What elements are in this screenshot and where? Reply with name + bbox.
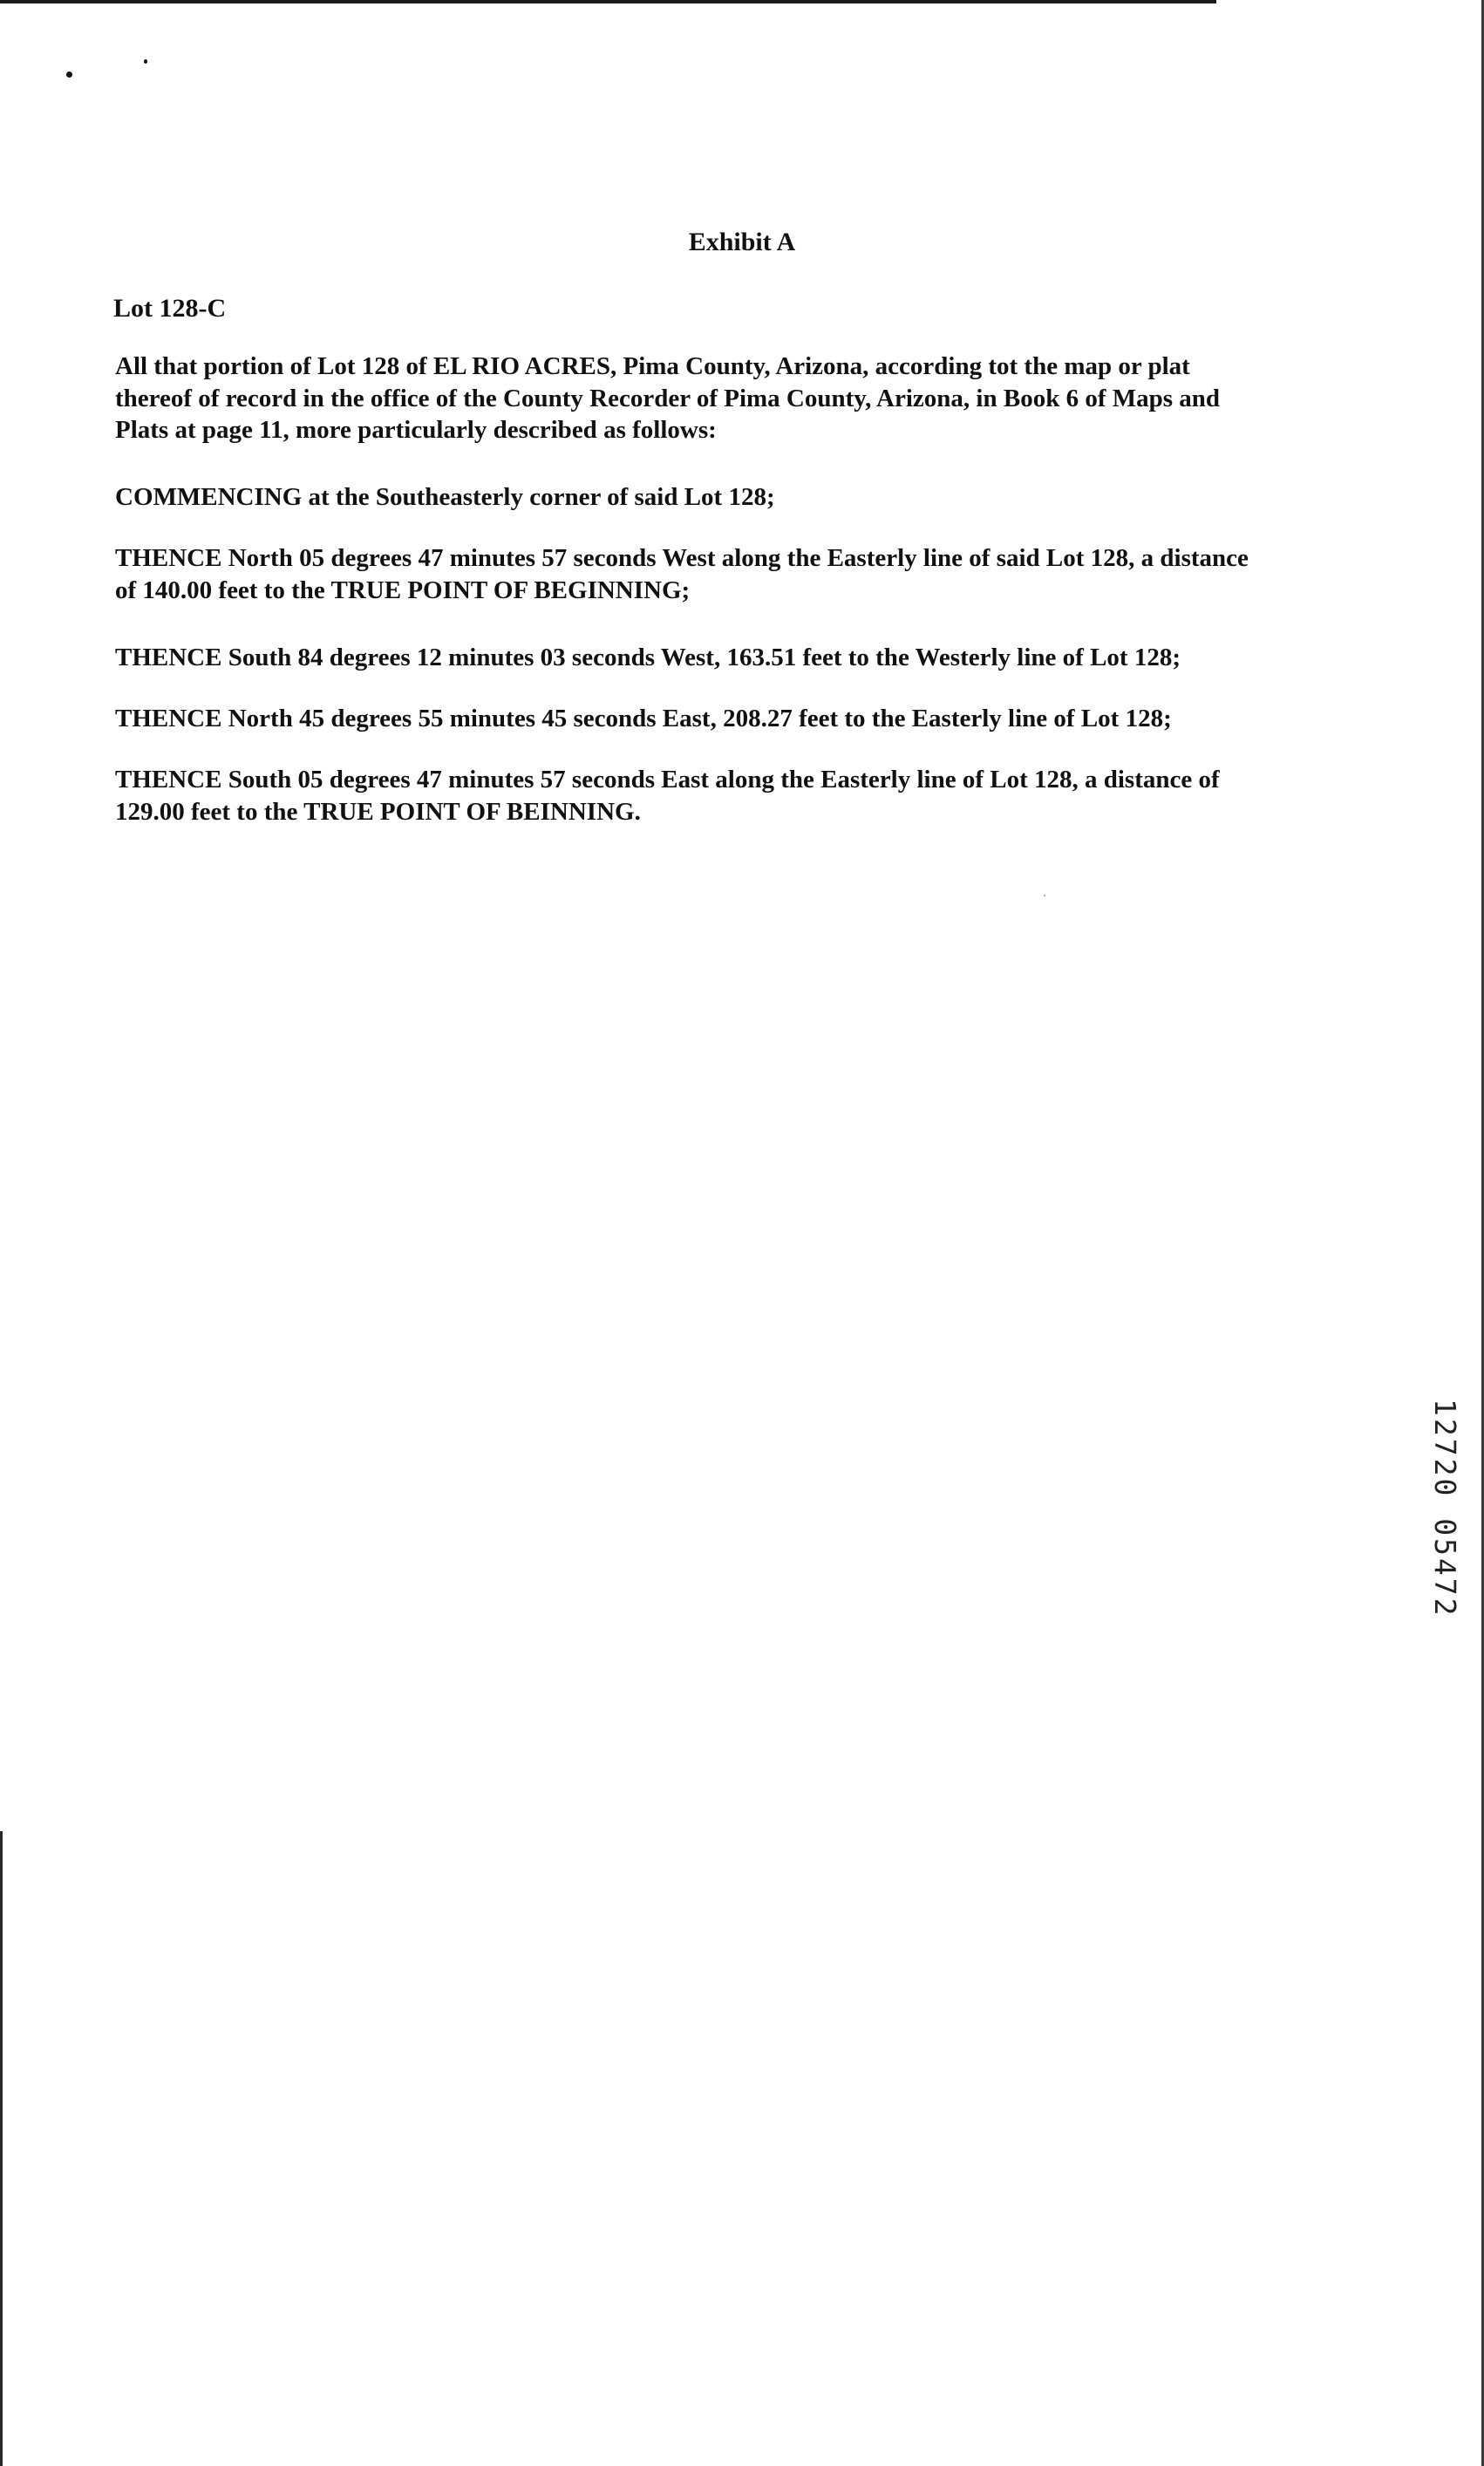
text-line: THENCE South 05 degrees 47 minutes 57 seconds East along the Easterly line of Lot 128, a distance of — [115, 766, 1220, 794]
lot-label: Lot 128-C — [113, 294, 227, 323]
recording-number-text: 12720 05472 — [1428, 1399, 1462, 1618]
thence-paragraph-2 — [115, 642, 1336, 674]
text-line: Plats at page 11, more particularly described as follows: — [115, 416, 717, 444]
recording-number-stamp — [1430, 1399, 1460, 1643]
thence-paragraph-3 — [115, 703, 1336, 735]
text-line: THENCE North 45 degrees 55 minutes 45 seconds East, 208.27 feet to the Easterly line of Lot 128; — [115, 705, 1172, 732]
text-line: All that portion of Lot 128 of EL RIO ACRES, Pima County, Arizona, according tot the map or plat — [115, 352, 1190, 380]
commencing-paragraph — [115, 481, 1336, 514]
text-line: THENCE South 84 degrees 12 minutes 03 seconds West, 163.51 feet to the Westerly line of Lot 128; — [115, 644, 1181, 671]
text-line: 129.00 feet to the TRUE POINT OF BEINNING. — [115, 797, 641, 826]
scan-speck — [1044, 895, 1045, 896]
scan-speck — [144, 59, 147, 64]
text-line: COMMENCING at the Southeasterly corner of said Lot 128; — [115, 483, 775, 511]
text-line: thereof of record in the office of the County Recorder of Pima County, Arizona, in Book 6 of Maps and — [115, 384, 1221, 412]
document-title: Exhibit A — [688, 228, 796, 256]
text-line: of 140.00 feet to the TRUE POINT OF BEGINNING; — [115, 576, 691, 604]
legal-description-intro — [115, 351, 1336, 446]
scan-edge-top — [0, 0, 1216, 3]
text-line: THENCE North 05 degrees 47 minutes 57 seconds West along the Easterly line of said Lot 128, a distance — [115, 544, 1249, 572]
scan-speck — [66, 72, 72, 78]
thence-paragraph-4 — [115, 764, 1336, 828]
scan-edge-left — [0, 1831, 3, 2466]
thence-paragraph-1 — [115, 542, 1336, 606]
